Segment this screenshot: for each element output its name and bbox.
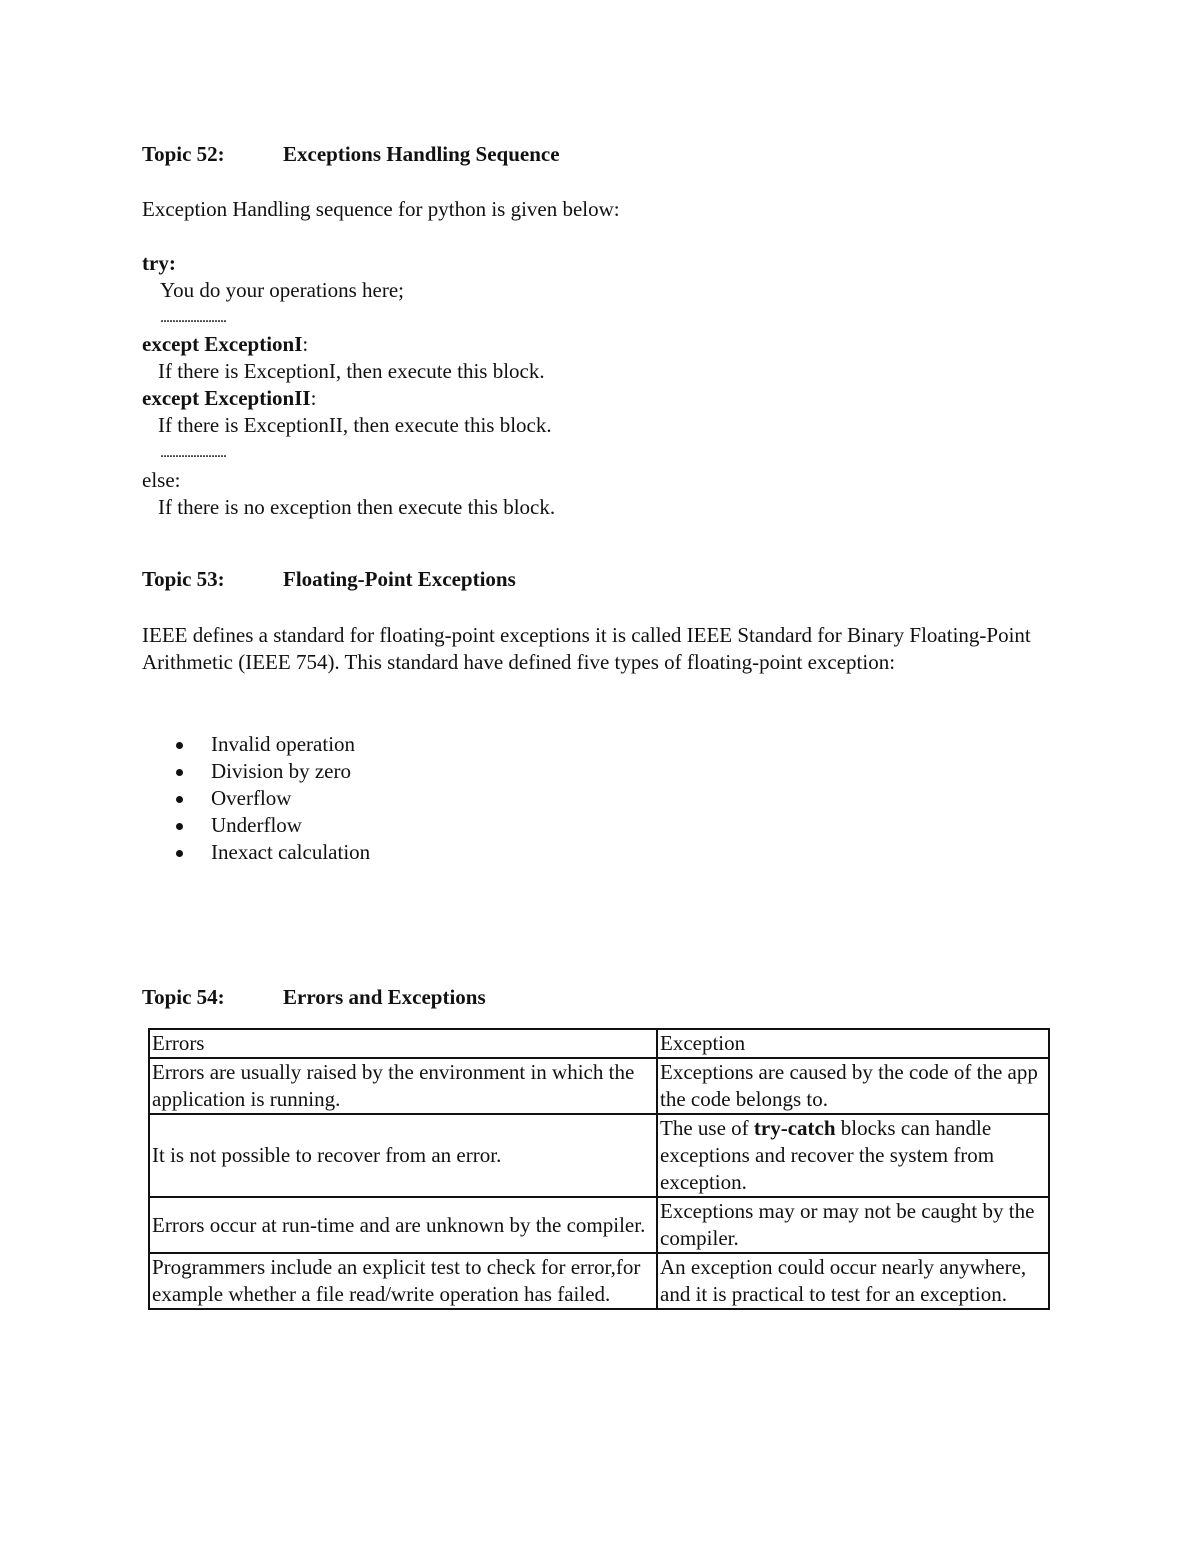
try-body: You do your operations here; — [160, 278, 405, 302]
table-cell-error: Programmers include an explicit test to check for error,for example whether a file read/write operation has failed. — [149, 1253, 657, 1309]
errors-vs-exceptions-table — [148, 1028, 1050, 1310]
table-cell-exception — [657, 1197, 1049, 1253]
except-2-colon: : — [310, 386, 317, 410]
except-1-body: If there is ExceptionI, then execute this block. — [158, 359, 545, 383]
else-keyword: else: — [142, 468, 181, 492]
except-1-colon: : — [302, 332, 309, 356]
exception-text: An exception could occur nearly anywhere, and it is practical to test for an exception. — [660, 1255, 1027, 1306]
table-cell-exception — [657, 1253, 1049, 1309]
except-2-body: If there is ExceptionII, then execute this block. — [158, 413, 552, 437]
list-item-label: Underflow — [211, 813, 302, 837]
bullet-icon — [176, 796, 183, 803]
topic-52-intro: Exception Handling sequence for python is given below: — [142, 197, 620, 221]
exception-text: Exceptions may or may not be caught by the compiler. — [660, 1199, 1035, 1250]
topic-53-title: Floating-Point Exceptions — [283, 567, 516, 591]
bullet-icon — [176, 850, 183, 857]
exception-text: Exceptions are caused by the code of the app the code belongs to. — [660, 1060, 1038, 1111]
list-item — [142, 758, 370, 785]
bullet-icon — [176, 769, 183, 776]
table-cell-error: Errors occur at run-time and are unknown by the compiler. — [149, 1197, 657, 1253]
list-item — [142, 785, 370, 812]
else-body: If there is no exception then execute this block. — [158, 495, 556, 519]
table-cell-error: Errors are usually raised by the environment in which the application is running. — [149, 1058, 657, 1114]
list-item — [142, 839, 370, 866]
ellipsis-1: ...................... — [160, 309, 226, 326]
topic-54-title: Errors and Exceptions — [283, 985, 486, 1009]
topic-53-label: Topic 53: — [142, 567, 225, 591]
list-item — [142, 731, 370, 758]
list-item-label: Inexact calculation — [211, 840, 371, 864]
topic-52-title: Exceptions Handling Sequence — [283, 142, 560, 166]
topic-54-label: Topic 54: — [142, 985, 225, 1009]
except-1-keyword: except ExceptionI — [142, 332, 303, 356]
table-cell-error: It is not possible to recover from an error. — [149, 1114, 657, 1197]
bullet-icon — [176, 742, 183, 749]
exception-text-tail: blocks can handle exceptions and recover the system from exception. — [660, 1116, 995, 1194]
exception-text: The use of — [660, 1116, 754, 1140]
except-2-keyword: except ExceptionII — [142, 386, 311, 410]
list-item — [142, 812, 370, 839]
table-row — [149, 1114, 1049, 1197]
table-row — [149, 1253, 1049, 1309]
table-header-cell: Exception — [657, 1029, 1049, 1058]
try-keyword: try: — [142, 251, 176, 275]
table-cell-exception — [657, 1058, 1049, 1114]
list-item-label: Division by zero — [211, 759, 351, 783]
ellipsis-2: ...................... — [160, 444, 226, 461]
exception-types-list — [142, 731, 370, 866]
list-item-label: Invalid operation — [211, 732, 356, 756]
table-row — [149, 1058, 1049, 1114]
list-item-label: Overflow — [211, 786, 292, 810]
bullet-icon — [176, 823, 183, 830]
except-1-line — [142, 331, 308, 358]
exception-bold-text: try-catch — [753, 1116, 836, 1140]
except-2-line — [142, 385, 316, 412]
table-cell-exception — [657, 1114, 1049, 1197]
topic-52-label: Topic 52: — [142, 142, 225, 166]
table-header-cell: Errors — [149, 1029, 657, 1058]
table-header-row — [149, 1029, 1049, 1058]
topic-53-paragraph: IEEE defines a standard for floating-point exceptions it is called IEEE Standard for Binary Floating-Point Arithmetic (IEEE 754). This standard have defined five types of floating-point exception: — [142, 623, 1031, 674]
table-row — [149, 1197, 1049, 1253]
